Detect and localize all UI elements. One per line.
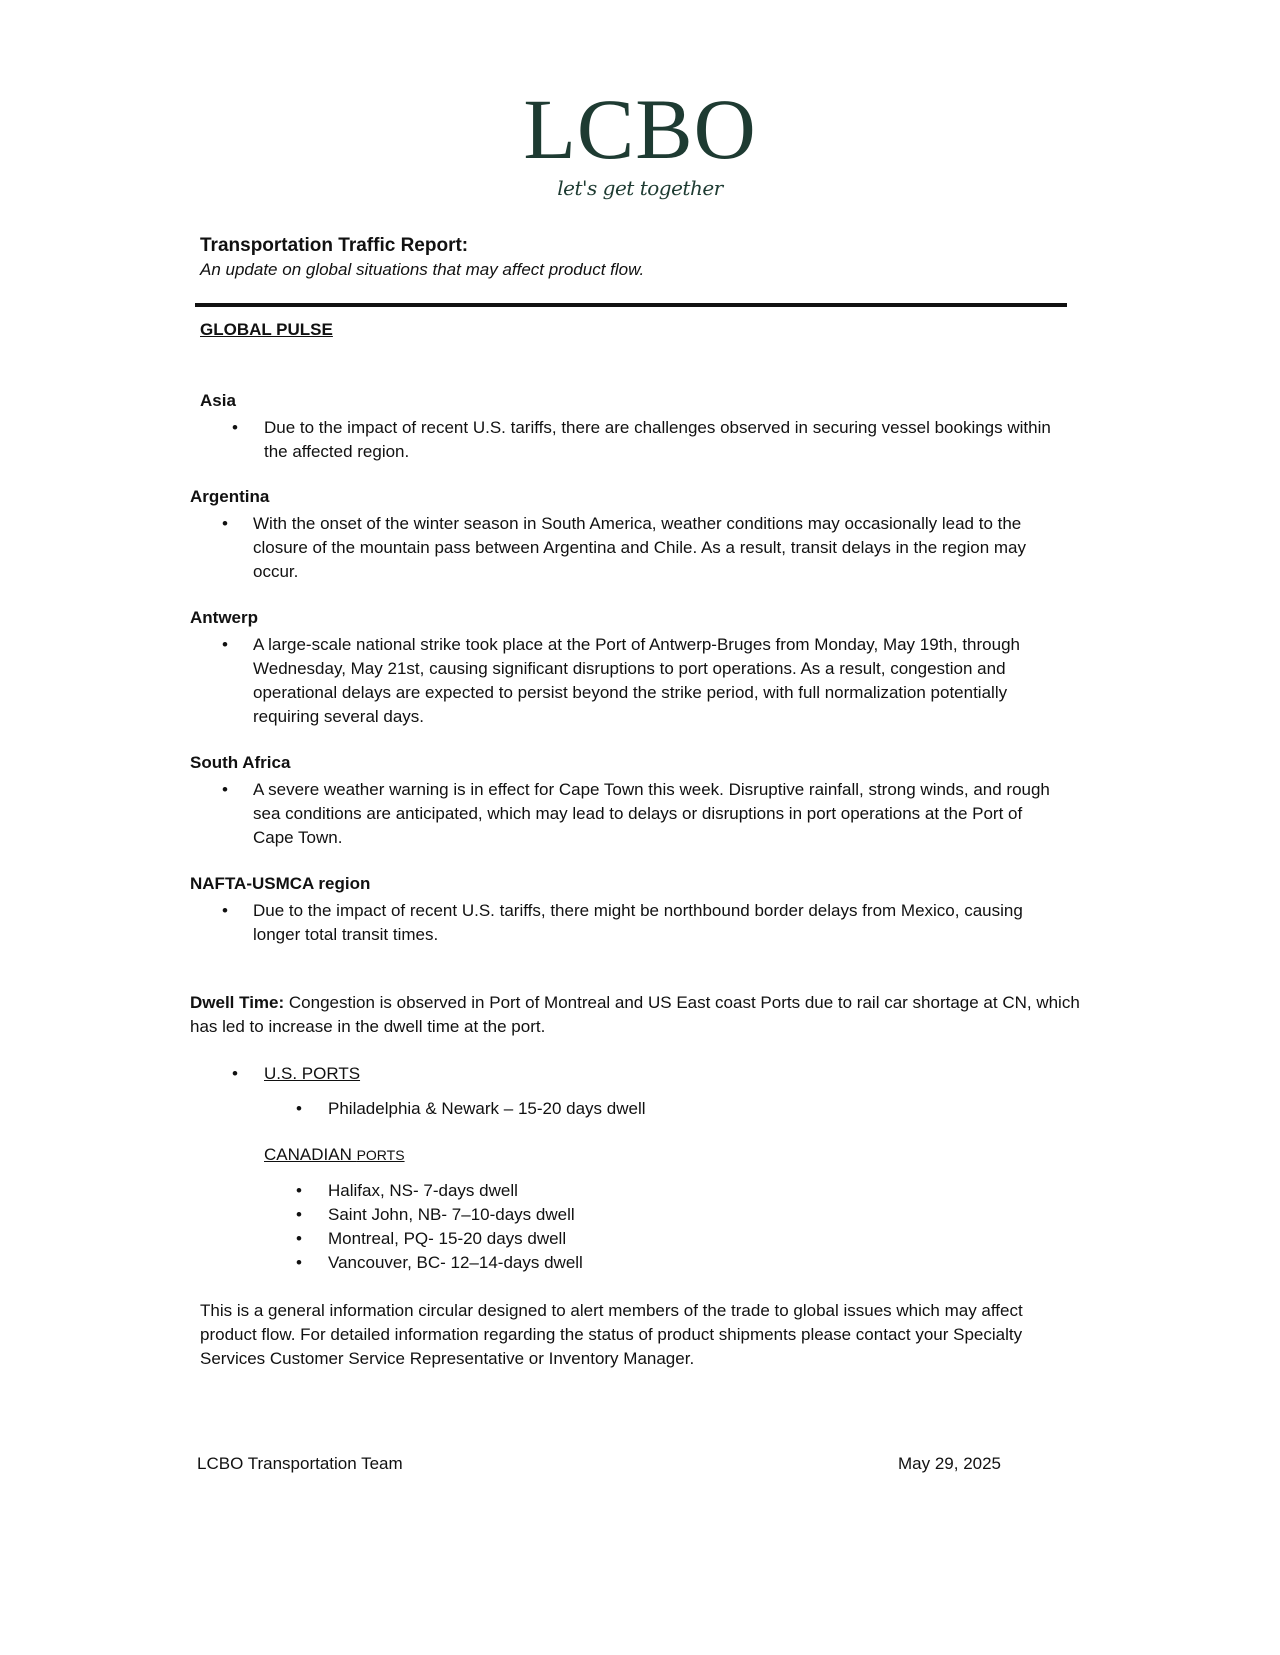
signature-date: May 29, 2025 bbox=[898, 1454, 1002, 1473]
logo-tagline: let's get together bbox=[557, 176, 723, 200]
us-port-item: Philadelphia & Newark – 15-20 days dwell bbox=[328, 1099, 646, 1118]
report-title: Transportation Traffic Report: bbox=[200, 235, 469, 256]
region-heading-asia: Asia bbox=[200, 391, 236, 410]
bullet-marker: • bbox=[296, 1205, 302, 1224]
canadian-ports-label-small: PORTS bbox=[356, 1147, 405, 1163]
region-heading-argentina: Argentina bbox=[190, 487, 270, 506]
dwell-time-text: Congestion is observed in Port of Montreal and US East coast Ports due to rail car shortage at CN, which bbox=[288, 993, 1080, 1012]
region-text-argentina-line-3: occur. bbox=[253, 562, 299, 581]
region-heading-south-africa: South Africa bbox=[190, 753, 291, 772]
region-text-argentina-line-1: With the onset of the winter season in South America, weather conditions may occasionally lead to the bbox=[253, 514, 1022, 533]
dwell-time-label: Dwell Time: bbox=[190, 993, 285, 1012]
bullet-marker: • bbox=[232, 1064, 238, 1083]
header-divider bbox=[195, 303, 1067, 307]
region-text-asia-line-2: the affected region. bbox=[264, 442, 410, 461]
canadian-ports-label-main: CANADIAN bbox=[264, 1145, 357, 1164]
bullet-marker: • bbox=[222, 514, 228, 533]
bullet-marker: • bbox=[296, 1099, 302, 1118]
region-heading-nafta-usmca: NAFTA-USMCA region bbox=[190, 874, 371, 893]
region-text-antwerp-line-3: operational delays are expected to persist beyond the strike period, with full normalization potentially bbox=[253, 683, 1008, 702]
dwell-time-line-2: has led to increase in the dwell time at the port. bbox=[190, 1017, 546, 1036]
bullet-marker: • bbox=[222, 780, 228, 799]
region-heading-antwerp: Antwerp bbox=[190, 608, 258, 627]
us-ports-label: U.S. PORTS bbox=[264, 1064, 361, 1083]
bullet-marker: • bbox=[296, 1181, 302, 1200]
region-text-south-africa-line-2: sea conditions are anticipated, which may lead to delays or disruptions in port operations at the Port of bbox=[253, 804, 1023, 823]
region-text-nafta-line-1: Due to the impact of recent U.S. tariffs, there might be northbound border delays from Mexico, causing bbox=[253, 901, 1023, 920]
region-text-antwerp-line-4: requiring several days. bbox=[253, 707, 425, 726]
canadian-ports-label bbox=[264, 1143, 405, 1167]
region-text-south-africa-line-3: Cape Town. bbox=[253, 828, 343, 847]
canadian-port-item: Montreal, PQ- 15-20 days dwell bbox=[328, 1229, 567, 1248]
bullet-marker: • bbox=[232, 418, 238, 437]
signature-team: LCBO Transportation Team bbox=[197, 1454, 403, 1473]
section-label-global-pulse: GLOBAL PULSE bbox=[200, 320, 333, 339]
region-text-nafta-line-2: longer total transit times. bbox=[253, 925, 439, 944]
region-text-asia-line-1: Due to the impact of recent U.S. tariffs, there are challenges observed in securing vessel bookings within bbox=[264, 418, 1051, 437]
logo-wordmark: LCBO bbox=[523, 81, 757, 177]
region-text-antwerp-line-2: Wednesday, May 21st, causing significant disruptions to port operations. As a result, congestion and bbox=[253, 659, 1006, 678]
region-text-south-africa-line-1: A severe weather warning is in effect for Cape Town this week. Disruptive rainfall, strong winds, and rough bbox=[253, 780, 1050, 799]
footer-note-line-3: Services Customer Service Representative or Inventory Manager. bbox=[200, 1349, 695, 1368]
bullet-marker: • bbox=[296, 1229, 302, 1248]
bullet-marker: • bbox=[296, 1253, 302, 1272]
region-text-argentina-line-2: closure of the mountain pass between Argentina and Chile. As a result, transit delays in the region may bbox=[253, 538, 1027, 557]
report-subtitle: An update on global situations that may affect product flow. bbox=[200, 260, 645, 279]
canadian-port-item: Saint John, NB- 7–10-days dwell bbox=[328, 1205, 575, 1224]
dwell-time-line-1 bbox=[190, 991, 1080, 1015]
bullet-marker: • bbox=[222, 635, 228, 654]
canadian-port-item: Halifax, NS- 7-days dwell bbox=[328, 1181, 518, 1200]
region-text-antwerp-line-1: A large-scale national strike took place at the Port of Antwerp-Bruges from Monday, May 19th, through bbox=[253, 635, 1020, 654]
lcbo-logo bbox=[0, 81, 1280, 177]
bullet-marker: • bbox=[222, 901, 228, 920]
footer-note-line-2: product flow. For detailed information regarding the status of product shipments please contact your Specialty bbox=[200, 1325, 1023, 1344]
canadian-port-item: Vancouver, BC- 12–14-days dwell bbox=[328, 1253, 583, 1272]
footer-note-line-1: This is a general information circular designed to alert members of the trade to global issues which may affect bbox=[200, 1301, 1023, 1320]
